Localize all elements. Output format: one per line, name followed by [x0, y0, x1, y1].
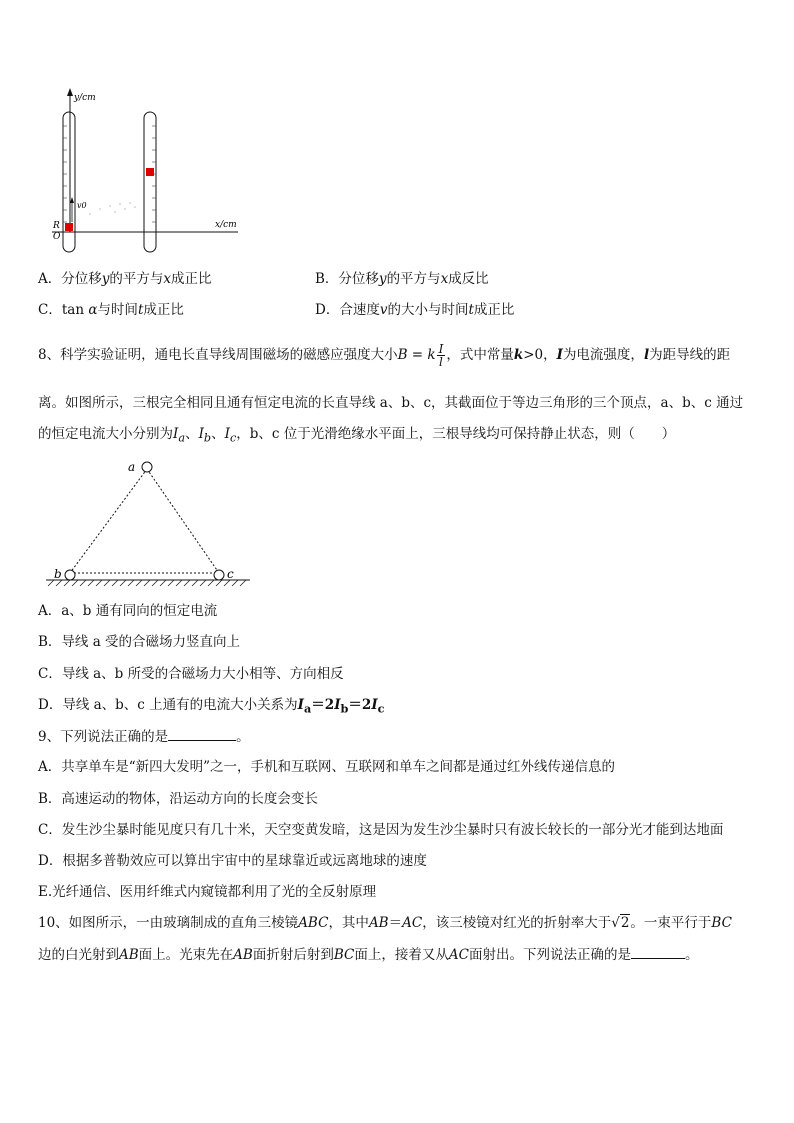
q7-figure — [40, 86, 250, 256]
q7-option-c: C．tan α与时间t成正比 — [38, 302, 184, 318]
label-c: c — [227, 567, 234, 581]
q10-answer-blank — [631, 944, 685, 959]
q9-option-c: C．发生沙尘暴时能见度只有几十米，天空变黄发暗，这是因为发生沙尘暴时只有波长较长的一部分光才能到达地面 — [38, 822, 724, 838]
wire-a — [142, 462, 152, 472]
q7-option-a: A．分位移y的平方与x成正比 — [38, 271, 212, 287]
q8-option-c: C．导线 a、b 所受的合磁场力大小相等、方向相反 — [38, 666, 344, 682]
r-label: R — [53, 221, 60, 231]
red-block-right — [146, 168, 154, 176]
v0-label: v0 — [77, 201, 87, 210]
q8-stem-line3: 的恒定电流大小分别为$I_a$、$I_b$、$I_c$，b、c 位于光滑绝缘水平面上，三根导线均可保持静止状态，则（ ） — [38, 426, 676, 445]
right-tube — [144, 112, 156, 252]
q8-option-a: A．a、b 通有同向的恒定电流 — [38, 603, 218, 619]
label-a: a — [128, 460, 136, 474]
q9-option-e: E.光纤通信、医用纤维式内窥镜都利用了光的全反射原理 — [38, 884, 377, 900]
q8-triangle-figure — [40, 455, 255, 590]
x-axis-label: x/cm — [215, 220, 237, 230]
origin-label: O — [53, 232, 61, 242]
red-block-left — [65, 223, 73, 231]
y-axis-label: y/cm — [74, 93, 96, 103]
q8-stem-line2: 离。如图所示，三根完全相同且通有恒定电流的长直导线 a、b、c，其截面位于等边三角形的三个顶点，a、b、c 通过 — [38, 395, 744, 411]
fraction-i-over-l: $\frac{I}{l}$ — [438, 342, 444, 369]
label-b: b — [54, 567, 62, 581]
q10-stem-line2: 边的白光射到AB面上。光束先在AB面折射后射到BC面上，接着又从AC面射出。下列说法正确的是 。 — [38, 944, 698, 965]
q9-option-d: D．根据多普勒效应可以算出宇宙中的星球靠近或远离地球的速度 — [38, 853, 427, 869]
wire-c — [214, 570, 224, 580]
wire-b — [65, 570, 75, 580]
q9-stem: 9、下列说法正确的是 。 — [38, 726, 250, 747]
q7-option-d: D．合速度v的大小与时间t成正比 — [315, 302, 515, 318]
q9-option-a: A．共享单车是“新四大发明”之一，手机和互联网、互联网和单车之间都是通过红外线传递信息的 — [38, 759, 616, 775]
q9-answer-blank — [168, 726, 236, 741]
q9-option-b: B．高速运动的物体，沿运动方向的长度会变长 — [38, 791, 318, 807]
q10-stem-line1: 10、如图所示，一由玻璃制成的直角三棱镜ABC，其中AB＝AC，该三棱镜对红光的折射率大于√2。一束平行于BC — [38, 915, 732, 931]
q8-option-d: D．导线 a、b、c 上通有的电流大小关系为$I_a=2I_b=2I_c$ — [38, 697, 385, 716]
q7-option-b: B．分位移y的平方与x成反比 — [315, 271, 489, 287]
q8-option-b: B．导线 a 受的合磁场力竖直向上 — [38, 634, 241, 650]
q8-stem-line1: 8、科学实验证明，通电长直导线周围磁场的磁感应强度大小B = k $\frac{I}{l}$ ，式中常量k>0，I为电流强度，l为距导线的距 — [38, 342, 731, 369]
